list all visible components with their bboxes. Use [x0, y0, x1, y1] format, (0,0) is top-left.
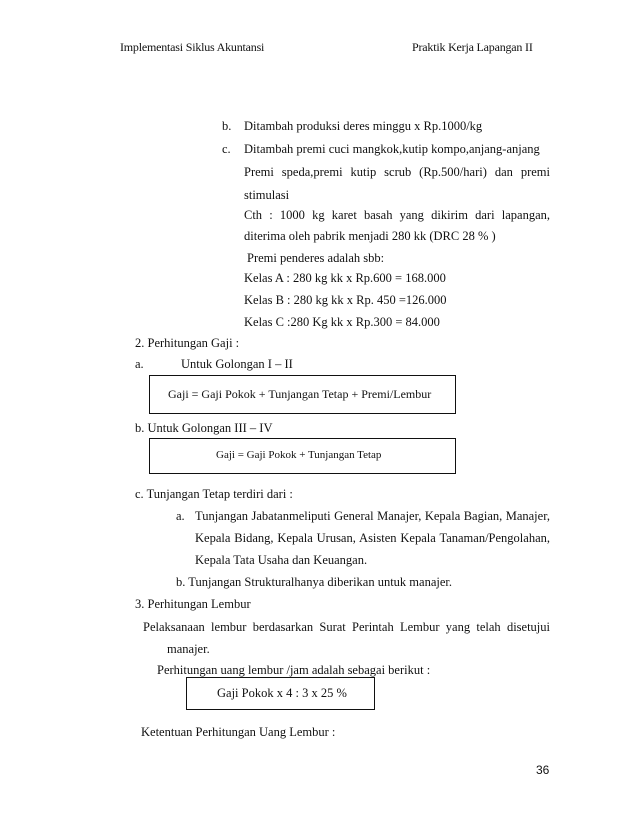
- gaji-a-marker: a.: [135, 357, 144, 371]
- ketentuan-heading: Ketentuan Perhitungan Uang Lembur :: [141, 725, 336, 739]
- penderes-premium-heading: Premi penderes adalah sbb:: [247, 251, 385, 265]
- gaji-b-text: b. Untuk Golongan III – IV: [135, 421, 273, 435]
- header-left: Implementasi Siklus Akuntansi: [120, 40, 265, 54]
- header-right: Praktik Kerja Lapangan II: [412, 40, 533, 54]
- example-line1: Cth : 1000 kg karet basah yang dikirim dari lapangan,: [244, 208, 550, 222]
- tunjangan-a-line3: Kepala Tata Usaha dan Keuangan.: [195, 553, 368, 567]
- premi-item-c-line2: Premi speda,premi kutip scrub (Rp.500/hari) dan premi: [244, 165, 550, 179]
- gaji-a-text: Untuk Golongan I – II: [181, 357, 293, 371]
- list-marker-b: b.: [222, 119, 232, 133]
- example-line2: diterima oleh pabrik menjadi 280 kk (DRC 28 % ): [244, 229, 496, 243]
- list-marker-c: c.: [222, 142, 231, 156]
- formula-lembur: Gaji Pokok x 4 : 3 x 25 %: [217, 686, 347, 700]
- formula-golongan-3-4: Gaji = Gaji Pokok + Tunjangan Tetap: [216, 449, 382, 461]
- gaji-c-text: c. Tunjangan Tetap terdiri dari :: [135, 487, 293, 501]
- section-lembur-heading: 3. Perhitungan Lembur: [135, 597, 251, 611]
- page-number: 36: [536, 763, 550, 777]
- premi-item-c-line3: stimulasi: [244, 188, 290, 202]
- formula-box-golongan-1-2: [149, 375, 456, 414]
- kelas-c-line: Kelas C :280 Kg kk x Rp.300 = 84.000: [244, 315, 440, 329]
- kelas-a-line: Kelas A : 280 kg kk x Rp.600 = 168.000: [244, 271, 446, 285]
- premi-item-b: Ditambah produksi deres minggu x Rp.1000/kg: [244, 119, 483, 133]
- formula-golongan-1-2: Gaji = Gaji Pokok + Tunjangan Tetap + Premi/Lembur: [168, 387, 432, 401]
- tunjangan-a-line1: Tunjangan Jabatanmeliputi General Manajer, Kepala Bagian, Manajer,: [195, 509, 550, 523]
- section-gaji-heading: 2. Perhitungan Gaji :: [135, 336, 240, 350]
- lembur-per-jam-line: Perhitungan uang lembur /jam adalah sebagai berikut :: [157, 663, 431, 677]
- tunjangan-a-line2: Kepala Bidang, Kepala Urusan, Asisten Kepala Tanaman/Pengolahan,: [195, 531, 550, 545]
- kelas-b-line: Kelas B : 280 kg kk x Rp. 450 =126.000: [244, 293, 447, 307]
- premi-item-c-line1: Ditambah premi cuci mangkok,kutip kompo,anjang-anjang: [244, 142, 540, 156]
- formula-box-golongan-3-4: [149, 438, 456, 474]
- lembur-paragraph-line1: Pelaksanaan lembur berdasarkan Surat Perintah Lembur yang telah disetujui: [143, 620, 550, 634]
- formula-box-lembur: [186, 677, 375, 710]
- tunjangan-a-marker: a.: [176, 509, 185, 523]
- tunjangan-b-line: b. Tunjangan Strukturalhanya diberikan untuk manajer.: [176, 575, 452, 589]
- lembur-paragraph-line2: manajer.: [167, 642, 210, 656]
